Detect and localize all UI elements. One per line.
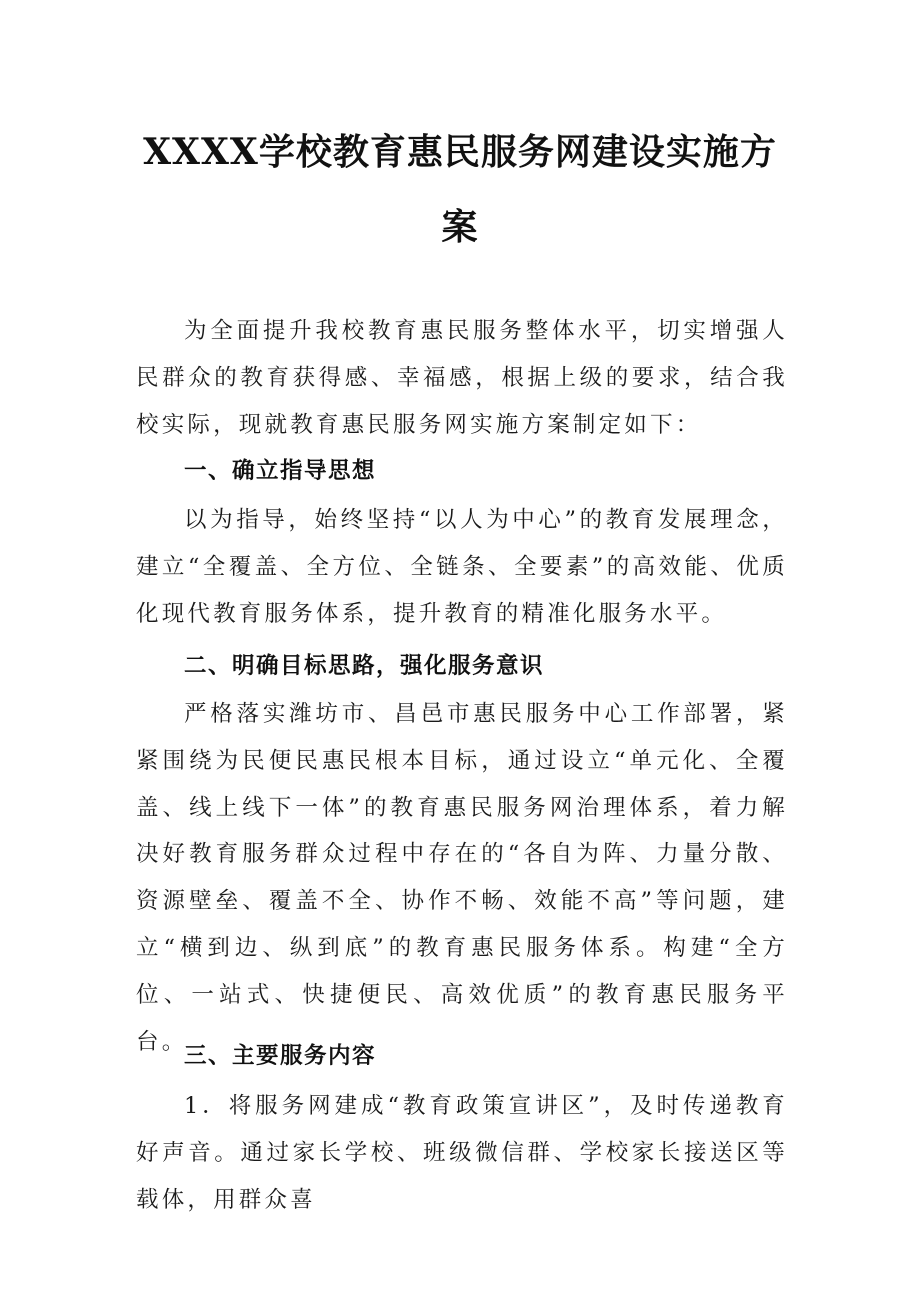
section-heading-1: 一、确立指导思想 [184, 458, 377, 484]
section-heading-2: 二、明确目标思路，强化服务意识 [184, 653, 545, 679]
section-heading-3: 三、主要服务内容 [184, 1043, 377, 1069]
section-body-1: 以为指导，始终坚持“以人为中心”的教育发展理念，建立“全覆盖、全方位、全链条、全要素”的高效能、优质化现代教育服务体系，提升教育的精准化服务水平。 [136, 507, 788, 627]
section-body-3: 1．将服务网建成“教育政策宣讲区”，及时传递教育好声音。通过家长学校、班级微信群、学校家长接送区等载体，用群众喜 [136, 1093, 788, 1213]
document-title: XXXX学校教育惠民服务网建设实施方 [143, 131, 777, 173]
section-body-2: 严格落实潍坊市、昌邑市惠民服务中心工作部署，紧紧围绕为民便民惠民根本目标，通过设立“单元化、全覆盖、线上线下一体”的教育惠民服务网治理体系，着力解决好教育服务群众过程中存在的“各自为阵、力量分散、资源壁垒、覆盖不全、协作不畅、效能不高”等问题，建立“横到边、纵到底”的教育惠民服务体系。构建“全方位、一站式、快捷便民、高效优质”的教育惠民服务平台。 [136, 701, 788, 1055]
document-title-continuation: 案 [441, 206, 479, 248]
intro-paragraph: 为全面提升我校教育惠民服务整体水平，切实增强人民群众的教育获得感、幸福感，根据上级的要求，结合我校实际，现就教育惠民服务网实施方案制定如下： [136, 318, 788, 438]
